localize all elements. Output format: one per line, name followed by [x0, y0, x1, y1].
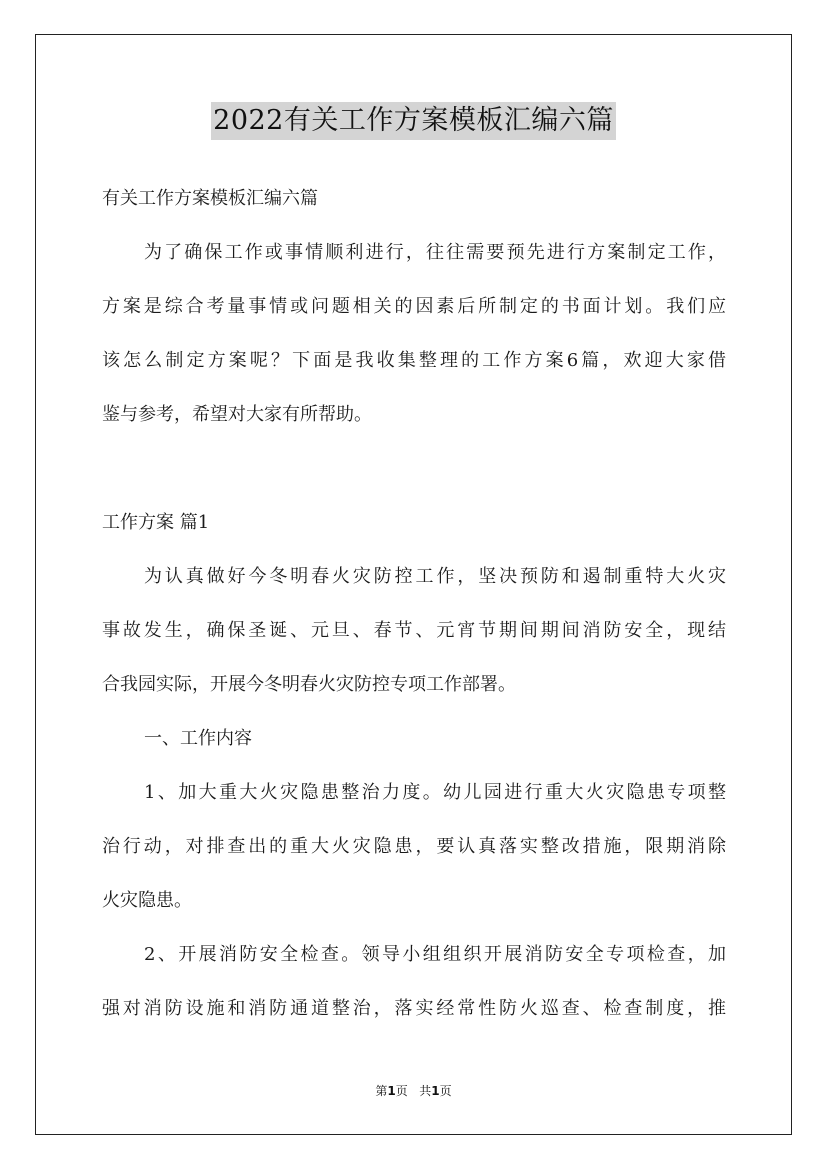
title-container: [0, 102, 827, 140]
page-suffix: 页: [395, 1084, 408, 1098]
text-line: 2、开展消防安全检查。领导小组组织开展消防安全专项检查，加: [144, 944, 726, 965]
text-line: 工作方案 篇1: [102, 512, 210, 533]
page-number: 1: [387, 1084, 396, 1098]
text-line: 1、加大重大火灾隐患整治力度。幼儿园进行重大火灾隐患专项整: [144, 782, 726, 803]
text-line: 鉴与参考，希望对大家有所帮助。: [102, 404, 372, 425]
text-line: 事故发生，确保圣诞、元旦、春节、元宵节期间期间消防安全，现结: [102, 620, 726, 641]
text-line: 火灾隐患。: [102, 890, 192, 911]
total-suffix: 页: [439, 1084, 452, 1098]
total-prefix: 共: [419, 1084, 432, 1098]
text-line: 有关工作方案模板汇编六篇: [102, 188, 318, 209]
total-pages: 1: [431, 1084, 440, 1098]
text-line: 为了确保工作或事情顺利进行，往往需要预先进行方案制定工作，: [144, 242, 726, 263]
document-title: 2022有关工作方案模板汇编六篇: [211, 102, 616, 140]
text-line: 为认真做好今冬明春火灾防控工作，坚决预防和遏制重特大火灾: [144, 566, 726, 587]
page-footer: [0, 1082, 827, 1099]
text-line: 该怎么制定方案呢？下面是我收集整理的工作方案6篇，欢迎大家借: [102, 350, 726, 371]
text-line: 方案是综合考量事情或问题相关的因素后所制定的书面计划。我们应: [102, 296, 726, 317]
text-line: 一、工作内容: [144, 728, 252, 749]
page-prefix: 第: [375, 1084, 388, 1098]
text-line: 合我园实际，开展今冬明春火灾防控专项工作部署。: [102, 674, 516, 695]
text-line: 强对消防设施和消防通道整治，落实经常性防火巡查、检查制度，推: [102, 998, 726, 1019]
blank-line: [102, 442, 726, 496]
text-line: 治行动，对排查出的重大火灾隐患，要认真落实整改措施，限期消除: [102, 836, 726, 857]
document-body: [102, 172, 726, 1036]
